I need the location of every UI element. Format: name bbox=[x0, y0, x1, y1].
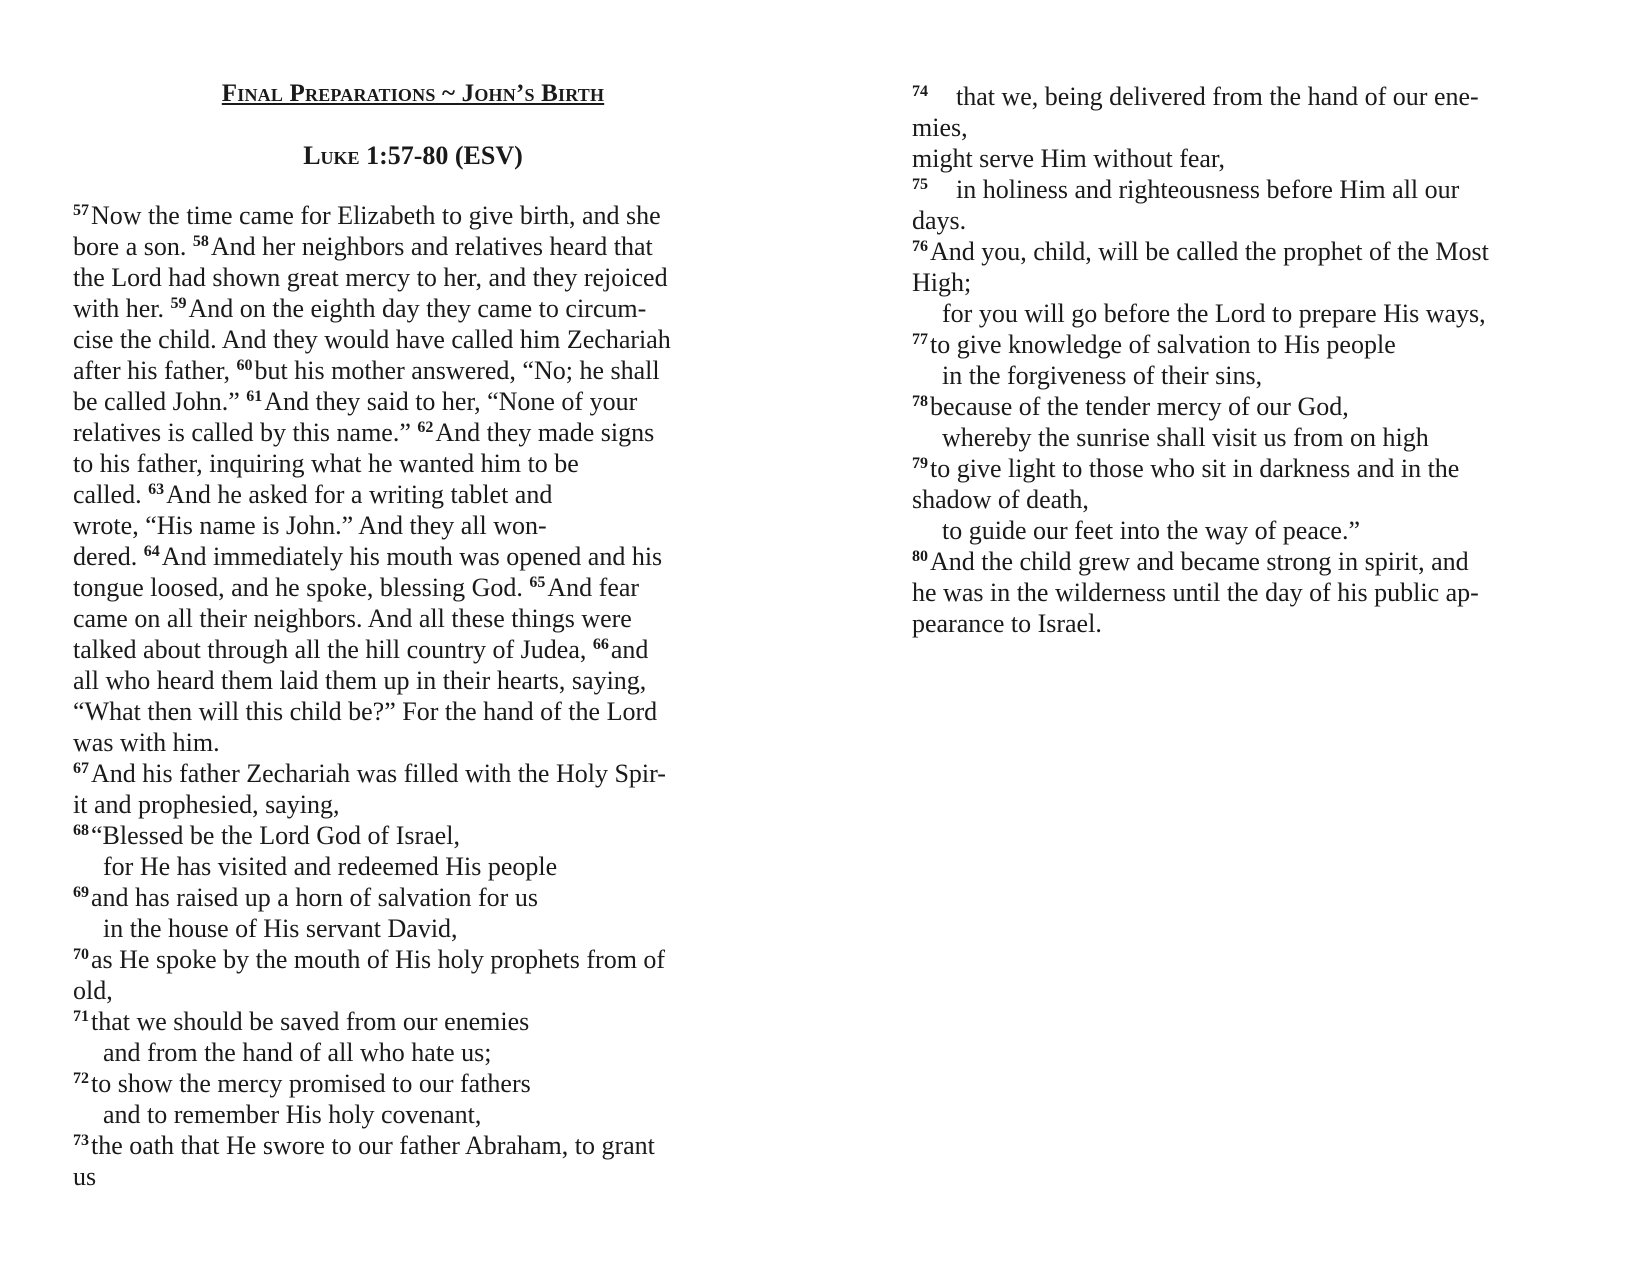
verse-number: 71 bbox=[73, 1008, 89, 1025]
verse-text: days. bbox=[912, 206, 967, 235]
verse-line bbox=[73, 634, 753, 665]
verse-line bbox=[73, 572, 753, 603]
verse-line bbox=[912, 422, 1592, 453]
verse-text: High; bbox=[912, 268, 972, 297]
verse-number: 68 bbox=[73, 822, 89, 839]
verse-number: 67 bbox=[73, 760, 89, 777]
verse-line bbox=[73, 975, 753, 1006]
verse-text: and to remember His holy covenant, bbox=[103, 1100, 482, 1129]
verse-line bbox=[73, 603, 753, 634]
verse-number: 60 bbox=[236, 357, 253, 374]
verse-text: cise the child. And they would have called him Zechariah bbox=[73, 325, 671, 354]
verse-line bbox=[73, 231, 753, 262]
verse-line bbox=[73, 1130, 753, 1161]
verse-number: 63 bbox=[148, 481, 165, 498]
verse-line bbox=[912, 360, 1592, 391]
verse-text: in the house of His servant David, bbox=[103, 914, 458, 943]
verse-line bbox=[73, 1037, 753, 1068]
verse-number: 78 bbox=[912, 393, 928, 410]
verse-line bbox=[73, 758, 753, 789]
verse-text: to give knowledge of salvation to His people bbox=[930, 330, 1396, 359]
verse-text: talked about through all the hill country of Judea, bbox=[73, 635, 593, 664]
verse-text: And fear bbox=[547, 573, 640, 602]
verse-line bbox=[73, 665, 753, 696]
scripture-text-left bbox=[73, 200, 753, 1192]
verse-text: as He spoke by the mouth of His holy prophets from of bbox=[91, 945, 666, 974]
verse-line bbox=[73, 355, 753, 386]
verse-number: 59 bbox=[170, 295, 187, 312]
verse-line bbox=[73, 417, 753, 448]
verse-text: shadow of death, bbox=[912, 485, 1089, 514]
verse-text: And on the eighth day they came to circum- bbox=[188, 294, 647, 323]
verse-text: And you, child, will be called the prophet of the Most bbox=[930, 237, 1489, 266]
verse-number: 58 bbox=[192, 233, 209, 250]
verse-line bbox=[912, 608, 1592, 639]
verse-line bbox=[73, 541, 753, 572]
verse-line bbox=[73, 696, 753, 727]
verse-line bbox=[73, 1161, 753, 1192]
verse-line bbox=[73, 324, 753, 355]
verse-text: in holiness and righteousness before Him all our bbox=[956, 175, 1460, 204]
verse-text: the Lord had shown great mercy to her, and they rejoiced bbox=[73, 263, 668, 292]
verse-text: to his father, inquiring what he wanted him to be bbox=[73, 449, 579, 478]
verse-text: that we should be saved from our enemies bbox=[91, 1007, 530, 1036]
verse-line bbox=[73, 479, 753, 510]
verse-line bbox=[73, 448, 753, 479]
verse-number: 80 bbox=[912, 548, 928, 565]
verse-line bbox=[73, 200, 753, 231]
verse-line bbox=[912, 236, 1592, 267]
verse-line bbox=[912, 143, 1592, 174]
verse-line bbox=[73, 944, 753, 975]
verse-number: 72 bbox=[73, 1070, 89, 1087]
verse-line bbox=[912, 81, 1592, 112]
verse-line bbox=[912, 267, 1592, 298]
verse-number: 57 bbox=[73, 202, 89, 219]
verse-line bbox=[912, 515, 1592, 546]
verse-line bbox=[912, 329, 1592, 360]
verse-text: came on all their neighbors. And all these things were bbox=[73, 604, 632, 633]
verse-text: old, bbox=[73, 976, 113, 1005]
verse-number: 64 bbox=[143, 543, 160, 560]
verse-number: 62 bbox=[417, 419, 434, 436]
verse-text: he was in the wilderness until the day of his public ap- bbox=[912, 578, 1479, 607]
verse-line bbox=[73, 882, 753, 913]
verse-text: “What then will this child be?” For the hand of the Lord bbox=[73, 697, 658, 726]
verse-text: be called John.” bbox=[73, 387, 247, 416]
verse-text: And he asked for a writing tablet and bbox=[166, 480, 553, 509]
verse-line bbox=[912, 298, 1592, 329]
verse-text: with her. bbox=[73, 294, 171, 323]
verse-text: bore a son. bbox=[73, 232, 193, 261]
verse-text: in the forgiveness of their sins, bbox=[942, 361, 1263, 390]
verse-number: 69 bbox=[73, 884, 89, 901]
verse-text: that we, being delivered from the hand of our ene- bbox=[956, 82, 1479, 111]
verse-text: all who heard them laid them up in their hearts, saying, bbox=[73, 666, 647, 695]
verse-text: the oath that He swore to our father Abraham, to grant bbox=[91, 1131, 655, 1160]
verse-line bbox=[73, 510, 753, 541]
verse-number: 66 bbox=[592, 636, 609, 653]
verse-text: after his father, bbox=[73, 356, 237, 385]
scripture-text-right bbox=[912, 81, 1592, 639]
verse-number: 76 bbox=[912, 238, 928, 255]
verse-line bbox=[912, 546, 1592, 577]
verse-line bbox=[73, 913, 753, 944]
verse-text: it and prophesied, saying, bbox=[73, 790, 340, 819]
verse-line bbox=[912, 174, 1592, 205]
page-title: Final Preparations ~ John’s Birth bbox=[221, 80, 605, 107]
verse-text: to show the mercy promised to our fathers bbox=[91, 1069, 531, 1098]
verse-text: might serve Him without fear, bbox=[912, 144, 1226, 173]
verse-line bbox=[73, 293, 753, 324]
verse-number: 74 bbox=[912, 83, 928, 100]
verse-text: “Blessed be the Lord God of Israel, bbox=[91, 821, 460, 850]
verse-text: for you will go before the Lord to prepare His ways, bbox=[942, 299, 1486, 328]
verse-number: 65 bbox=[529, 574, 546, 591]
verse-text: And immediately his mouth was opened and his bbox=[161, 542, 663, 571]
verse-line bbox=[73, 851, 753, 882]
verse-text: relatives is called by this name.” bbox=[73, 418, 418, 447]
verse-number: 77 bbox=[912, 331, 928, 348]
verse-text: And they said to her, “None of your bbox=[264, 387, 638, 416]
verse-line bbox=[73, 1099, 753, 1130]
verse-text: wrote, “His name is John.” And they all won- bbox=[73, 511, 547, 540]
verse-line bbox=[73, 820, 753, 851]
verse-line bbox=[73, 1068, 753, 1099]
verse-text: tongue loosed, and he spoke, blessing God. bbox=[73, 573, 530, 602]
verse-text: called. bbox=[73, 480, 149, 509]
verse-text: and bbox=[610, 635, 649, 664]
verse-text: whereby the sunrise shall visit us from on high bbox=[942, 423, 1429, 452]
verse-text: us bbox=[73, 1162, 97, 1191]
verse-text: mies, bbox=[912, 113, 968, 142]
verse-line bbox=[912, 391, 1592, 422]
verse-line bbox=[912, 484, 1592, 515]
verse-number: 70 bbox=[73, 946, 89, 963]
verse-text: and from the hand of all who hate us; bbox=[103, 1038, 492, 1067]
verse-line bbox=[912, 577, 1592, 608]
verse-line bbox=[912, 205, 1592, 236]
verse-line bbox=[73, 386, 753, 417]
scripture-reference: Luke 1:57-80 (ESV) bbox=[303, 141, 523, 170]
verse-line bbox=[73, 262, 753, 293]
verse-text: but his mother answered, “No; he shall bbox=[254, 356, 660, 385]
verse-line bbox=[73, 789, 753, 820]
verse-text: pearance to Israel. bbox=[912, 609, 1102, 638]
verse-text: And the child grew and became strong in spirit, and bbox=[930, 547, 1469, 576]
verse-text: to guide our feet into the way of peace.” bbox=[942, 516, 1360, 545]
verse-text: and has raised up a horn of salvation for us bbox=[91, 883, 538, 912]
verse-text: to give light to those who sit in darkness and in the bbox=[930, 454, 1460, 483]
verse-number: 61 bbox=[246, 388, 263, 405]
verse-text: And his father Zechariah was filled with the Holy Spir- bbox=[91, 759, 666, 788]
verse-text: for He has visited and redeemed His people bbox=[103, 852, 558, 881]
verse-text: And her neighbors and relatives heard that bbox=[210, 232, 653, 261]
verse-text: And they made signs bbox=[435, 418, 655, 447]
verse-line bbox=[73, 1006, 753, 1037]
verse-number: 75 bbox=[912, 176, 928, 193]
verse-text: dered. bbox=[73, 542, 144, 571]
verse-text: Now the time came for Elizabeth to give birth, and she bbox=[91, 201, 661, 230]
verse-text: because of the tender mercy of our God, bbox=[930, 392, 1349, 421]
verse-line bbox=[73, 727, 753, 758]
verse-line bbox=[912, 112, 1592, 143]
verse-text: was with him. bbox=[73, 728, 220, 757]
verse-line bbox=[912, 453, 1592, 484]
verse-number: 73 bbox=[73, 1132, 89, 1149]
verse-number: 79 bbox=[912, 455, 928, 472]
